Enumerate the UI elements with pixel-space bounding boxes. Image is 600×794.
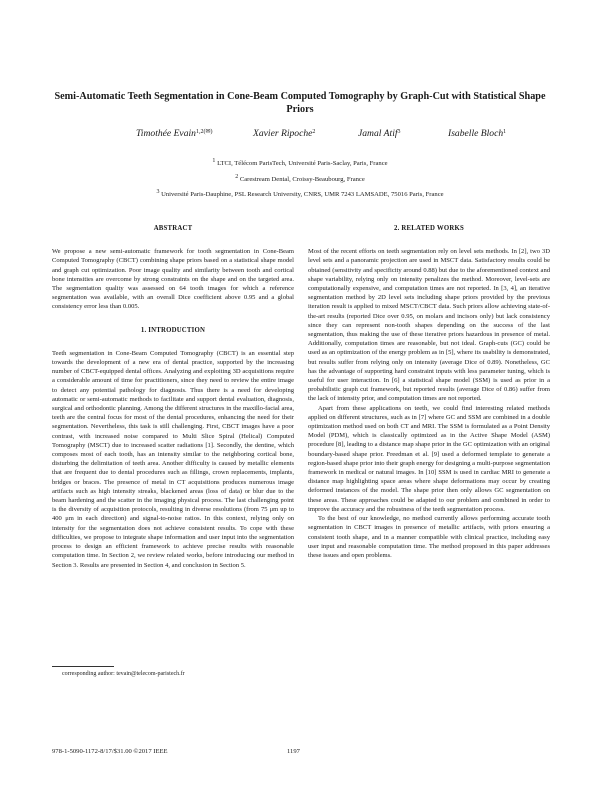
author-sup: 3 xyxy=(397,129,401,135)
copyright-line: 978-1-5090-1172-8/17/$31.00 ©2017 IEEE xyxy=(52,748,168,755)
abstract-text: We propose a new semi-automatic framework for tooth segmentation in Cone-Beam Computed Tomography (CBCT) combining shape priors based on a statistical shape model and graph cut optimization. Poor image quality and similarity between tooth and cortical bone intensities are overcome by strong constraints on the shape and on the targeted area. The segmentation quality was assessed on 64 tooth images for which a reference segmentation was available, with an overall Dice coefficient above 0.95 and a global consistency error less than 0.005. xyxy=(52,248,294,311)
author-name: Jamal Atif xyxy=(358,128,398,139)
author-sup: 1 xyxy=(503,129,507,135)
affiliation-2 xyxy=(40,171,560,187)
related-works-paragraph: Most of the recent efforts on teeth segmentation rely on level sets methods. In [2], two 3D level sets and a panoramic projection are used in MSCT data. Satisfactory results could be obtained (sensitivity and specificity around 0.88) but due to the aforementioned context and shape variability, relying only on intensity penalizes the method. Moreover, level-sets are computationally expensive, and computation times are not reported. In [3, 4], an iterative segmentation method by 2D level sets including shape priors provided by the previous iteration result is applied to mixed MSCT/CBCT data. Such priors allow achieving state-of-the-art results (reported Dice over 0.95, on molars and incisors only) but lack consistency since they can represent non-tooth shapes depending on the success of the last segmentation, thus making the use of these iterative priors hazardous in presence of metal. Additionally, computation times are reasonable, but not ideal. Graph-cuts (GC) could be used as an optimization of the energy problem as in [5], where its usability is demonstrated, but results suffer from relying only on intensity (average Dice of 0.89). Nonetheless, GC has the advantage of supporting hard constraint inputs with less parameter tuning, which is useful for user interaction. In [6] a statistical shape model (SSM) is used as prior in a probabilistic graph cut framework, but reported results (average Dice of 0.86) suffer from the lack of intensity prior, and computation times are not reported. xyxy=(308,248,550,403)
introduction-text: Teeth segmentation in Cone-Beam Computed Tomography (CBCT) is an essential step towards the development of a new era of dental practice, supported by the increasing number of CBCT-equipped dental offices. Analyzing and exploiting 3D acquisitions require a considerable amount of time for practitioners, since they need to review the entire image to detect any potential pathology for diagnosis. Thus there is a need for developing automatic or semi-automatic methods to facilitate and support dental evaluation, diagnosis, surgical and orthodontic planning. Among the different structures in the maxillo-facial area, teeth are the central focus for most of the dental procedures, enhancing the need for their segmentation. Nevertheless, this task is still challenging. First, CBCT images have a poor contrast, with increased noise compared to Multi Slice Spiral (Helical) Computed Tomography (MSCT) due to increased scatter radiations [1]. Secondly, the dentine, which composes most of each tooth, has an intensity similar to the neighboring cortical bone, disturbing the delimitation of teeth area. Another difficulty is caused by metallic elements that are frequent due to dental procedures such as fillings, crown replacements, implants, bridges or braces. The presence of metal in CT acquisitions produces numerous image artifacts such as high intensity streaks, blackened areas (loss of data) or blur due to the beam hardening and the scatter in the imaging physical process. The last challenging point is the diversity of acquisition protocols, resulting in diverse resolutions (from 75 μm up to 400 μm in each direction) and signal-to-noise ratios. In this context, relying only on intensity for the segmentation does not achieve consistent results. To cope with these difficulties, we propose to integrate shape information and user input into the segmentation process to design an efficient framework to achieve precise results with reasonable computation time. In Section 2, we review related works, before introducing our method in Section 3. Results are presented in Section 4, and conclusion in Section 5. xyxy=(52,349,294,569)
author-sup: 2 xyxy=(312,129,316,135)
author-4 xyxy=(448,128,506,139)
author-2 xyxy=(253,128,315,139)
affiliation-text: Carestream Dental, Croissy-Beaubourg, France xyxy=(239,175,365,183)
author-list xyxy=(40,128,560,142)
affiliation-3 xyxy=(40,186,560,202)
affiliation-sup: 2 xyxy=(235,173,239,180)
page-number: 1197 xyxy=(287,748,300,755)
affiliation-sup: 3 xyxy=(156,189,160,195)
related-works-paragraph: To the best of our knowledge, no method currently allows performing accurate tooth segmentation in CBCT images in presence of metallic artifacts, with priors ensuring a consistent tooth shape, and in a manner compatible with clinical practice, including easy user input and reasonable computation time. The method proposed in this paper addresses these issues and open problems. xyxy=(308,515,550,559)
affiliation-text: LTCI, Télécom ParisTech, Université Paris-Saclay, Paris, France xyxy=(217,160,388,167)
affiliations xyxy=(40,155,560,202)
corresponding-author-footnote: corresponding author: tevain@telecom-paristech.fr xyxy=(62,671,185,677)
affiliation-1 xyxy=(40,155,560,171)
footnote-divider xyxy=(52,666,114,667)
author-1 xyxy=(136,128,212,139)
left-column xyxy=(52,224,294,570)
related-works-heading: 2. RELATED WORKS xyxy=(394,225,464,232)
right-column xyxy=(308,224,550,560)
author-name: Xavier Ripoche xyxy=(253,128,313,139)
abstract-heading: ABSTRACT xyxy=(153,225,193,232)
author-3 xyxy=(358,128,401,139)
author-name: Isabelle Bloch xyxy=(448,128,504,139)
affiliation-sup: 1 xyxy=(212,158,216,164)
affiliation-text: Université Paris-Dauphine, PSL Research University, CNRS, UMR 7243 LAMSADE, 75016 Paris, France xyxy=(161,191,444,198)
author-name: Timothée Evain xyxy=(136,128,196,139)
related-works-paragraph: Apart from these applications on teeth, we could find interesting related methods applied on different structures, such as in [7] where GC and SSM are combined in a double optimization method used on both CT and MRI. The SSM is formulated as a Point Density Model (PDM), which is classically optimized as in the Active Shape Model (ASM) procedure [8], leading to a distance map shape prior in the GC optimization with an original boundary-based shape prior. Freedman et al. [9] used a deformed template to generate a region-based shape prior into their graph energy for designing a multi-purpose segmentation framework in medical or natural images. In [10] SSM is used in cardiac MRI to generate a distance map highlighting space areas where shape deformations may occur by creating deformed instances of the model. The shape prior then only allows GC segmentation on these areas. These approaches could be adapted to our problem and combined in order to improve the accuracy and the robustness of the teeth segmentation process. xyxy=(308,404,550,513)
author-sup: 1,2(✉) xyxy=(195,129,213,135)
introduction-heading: 1. INTRODUCTION xyxy=(140,326,206,334)
paper-title: Semi-Automatic Teeth Segmentation in Cone-Beam Computed Tomography by Graph-Cut with Statistical Shape Priors xyxy=(54,91,546,115)
